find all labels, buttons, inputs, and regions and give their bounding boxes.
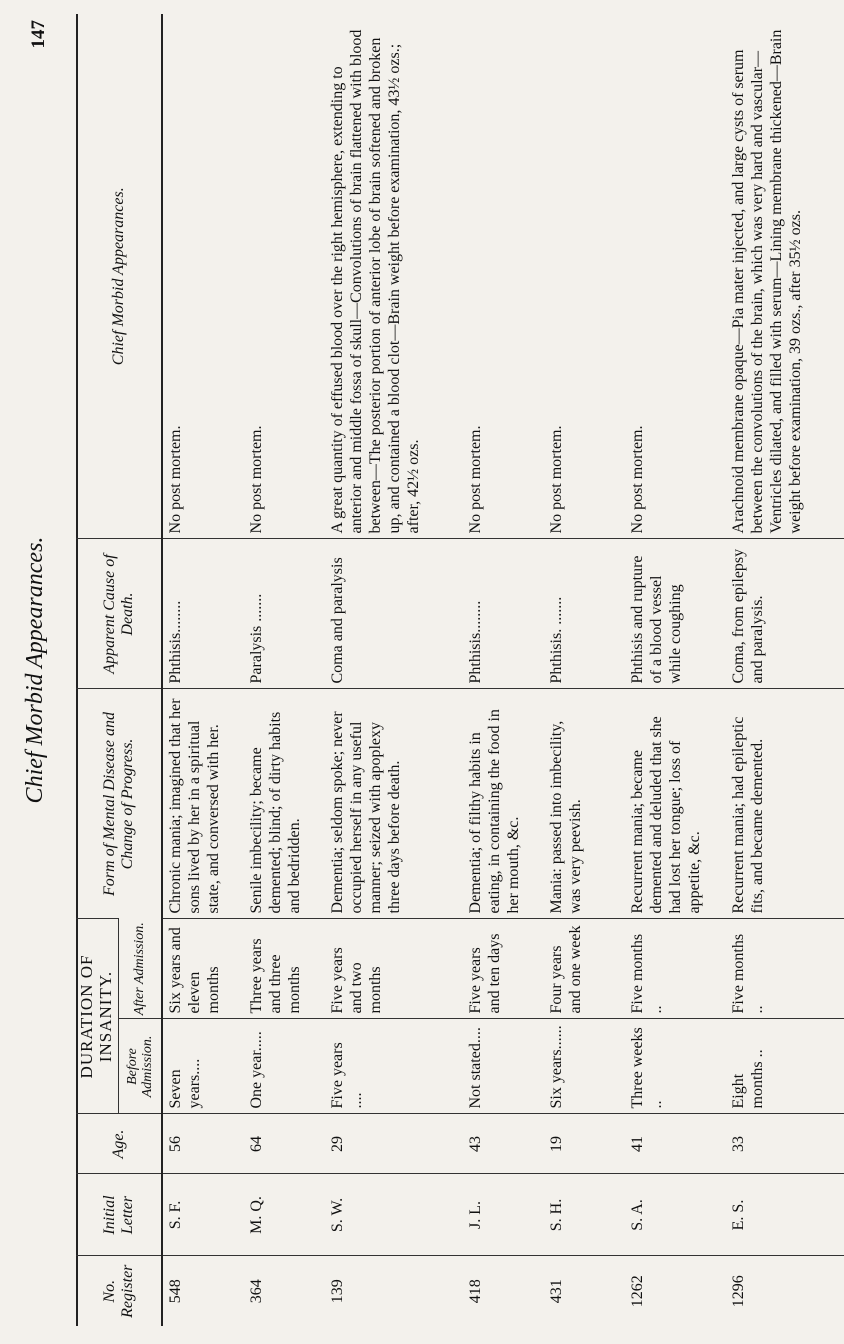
duration-before: Seven years.... <box>162 1019 244 1114</box>
duration-before: Three weeks .. <box>625 1019 726 1114</box>
table-row <box>162 14 244 1326</box>
morbid-appearances: No post mortem. <box>167 425 184 534</box>
initial-letter: S. W. <box>325 1174 463 1256</box>
casebook-table <box>76 14 844 1326</box>
duration-before: Eight months .. <box>726 1019 844 1114</box>
initial-letter: S. F. <box>162 1174 244 1256</box>
form-of-disease: Dementia; seldom spoke; never occupied herself in any useful manner; seized with apoplexy three days before death. <box>325 689 463 919</box>
age: 56 <box>162 1114 244 1174</box>
morbid-appearances: No post mortem. <box>548 425 565 534</box>
morbid-appearances: No post mortem. <box>248 425 265 534</box>
duration-after: Five years and two months <box>325 919 463 1019</box>
form-of-disease: Mania: passed into imbecility, was very peevish. <box>544 689 625 919</box>
morbid-appearances: No post mortem. <box>467 425 484 534</box>
table-row <box>325 14 463 1326</box>
duration-after: Four years and one week <box>544 919 625 1019</box>
header-band <box>14 14 78 1326</box>
morbid-appearances: No post mortem. <box>629 425 646 534</box>
cause-of-death: Phthisis. ....... <box>544 539 625 689</box>
col-header-cause-of-death: Apparent Cause of Death. <box>76 539 162 689</box>
register-no: 139 <box>325 1256 463 1326</box>
duration-before: Five years .... <box>325 1019 463 1114</box>
table-row <box>544 14 625 1326</box>
age: 33 <box>726 1114 844 1174</box>
cause-of-death: Coma, from epilepsy and paralysis. <box>726 539 844 689</box>
col-header-after-admission: After Admission. <box>119 919 163 1019</box>
form-of-disease: Senile imbecility; became demented; blind; of dirty habits and bedridden. <box>244 689 325 919</box>
initial-letter: S. A. <box>625 1174 726 1256</box>
age: 29 <box>325 1114 463 1174</box>
col-header-before-admission: Before Admission. <box>119 1019 163 1114</box>
initial-letter: J. L. <box>463 1174 544 1256</box>
register-no: 1296 <box>726 1256 844 1326</box>
form-of-disease: Chronic mania; imagined that her sons lived by her in a spiritual state, and conversed with her. <box>162 689 244 919</box>
initial-letter: M. Q. <box>244 1174 325 1256</box>
cause-of-death: Paralysis ....... <box>244 539 325 689</box>
table-row <box>625 14 726 1326</box>
register-no: 1262 <box>625 1256 726 1326</box>
form-of-disease: Recurrent mania; became demented and deluded that she had lost her tongue; loss of appetite, &c. <box>625 689 726 919</box>
running-head: Chief Morbid Appearances. <box>22 536 48 804</box>
col-header-age: Age. <box>76 1114 162 1174</box>
cause-of-death: Coma and paralysis <box>325 539 463 689</box>
register-no: 418 <box>463 1256 544 1326</box>
duration-after: Five months .. <box>726 919 844 1019</box>
col-header-morbid-appearances: Chief Morbid Appearances. <box>76 14 162 539</box>
initial-letter: E. S. <box>726 1174 844 1256</box>
duration-after: Three years and three months <box>244 919 325 1019</box>
table-row <box>463 14 544 1326</box>
duration-before: Not stated.... <box>463 1019 544 1114</box>
age: 64 <box>244 1114 325 1174</box>
form-of-disease: Dementia; of filthy habits in eating, in containing the food in her mouth, &c. <box>463 689 544 919</box>
cause-of-death: Phthisis........ <box>162 539 244 689</box>
col-header-initial-letter: Initial Letter <box>76 1174 162 1256</box>
cause-of-death: Phthisis and rupture of a blood vessel while coughing <box>625 539 726 689</box>
form-of-disease: Recurrent mania; had epileptic fits, and became demented. <box>726 689 844 919</box>
col-header-form-of-disease: Form of Mental Disease and Change of Progress. <box>76 689 162 919</box>
cause-of-death: Phthisis........ <box>463 539 544 689</box>
table-row <box>244 14 325 1326</box>
duration-before: Six years...... <box>544 1019 625 1114</box>
morbid-appearances: Arachnoid membrane opaque—Pia mater injected, and large cysts of serum between the convolutions of the brain, which was very hard and vascular—Ventricles dilated, and filled with serum—Lining membrane thickened—Brain weight before examination, 39 ozs., after 35½ ozs. <box>730 29 804 534</box>
age: 19 <box>544 1114 625 1174</box>
age: 43 <box>463 1114 544 1174</box>
col-header-duration-group: DURATION OF INSANITY. <box>76 919 119 1114</box>
age: 41 <box>625 1114 726 1174</box>
duration-after: Five years and ten days <box>463 919 544 1019</box>
register-no: 548 <box>162 1256 244 1326</box>
duration-after: Five months .. <box>625 919 726 1019</box>
register-no: 431 <box>544 1256 625 1326</box>
col-header-register-no: No. Register <box>76 1256 162 1326</box>
register-no: 364 <box>244 1256 325 1326</box>
initial-letter: S. H. <box>544 1174 625 1256</box>
duration-before: One year..... <box>244 1019 325 1114</box>
page-number: 147 <box>28 20 49 49</box>
morbid-appearances: A great quantity of effused blood over the right hemisphere, extending to anterior and middle fossa of skull—Convolutions of brain flattened with blood between—The posterior portion of anterior lobe of brain softened and broken up, and contained a blood clot—Brain weight before examination, 43½ ozs.; after, 42½ ozs. <box>329 29 422 534</box>
duration-after: Six years and eleven months <box>162 919 244 1019</box>
table-row <box>726 14 844 1326</box>
